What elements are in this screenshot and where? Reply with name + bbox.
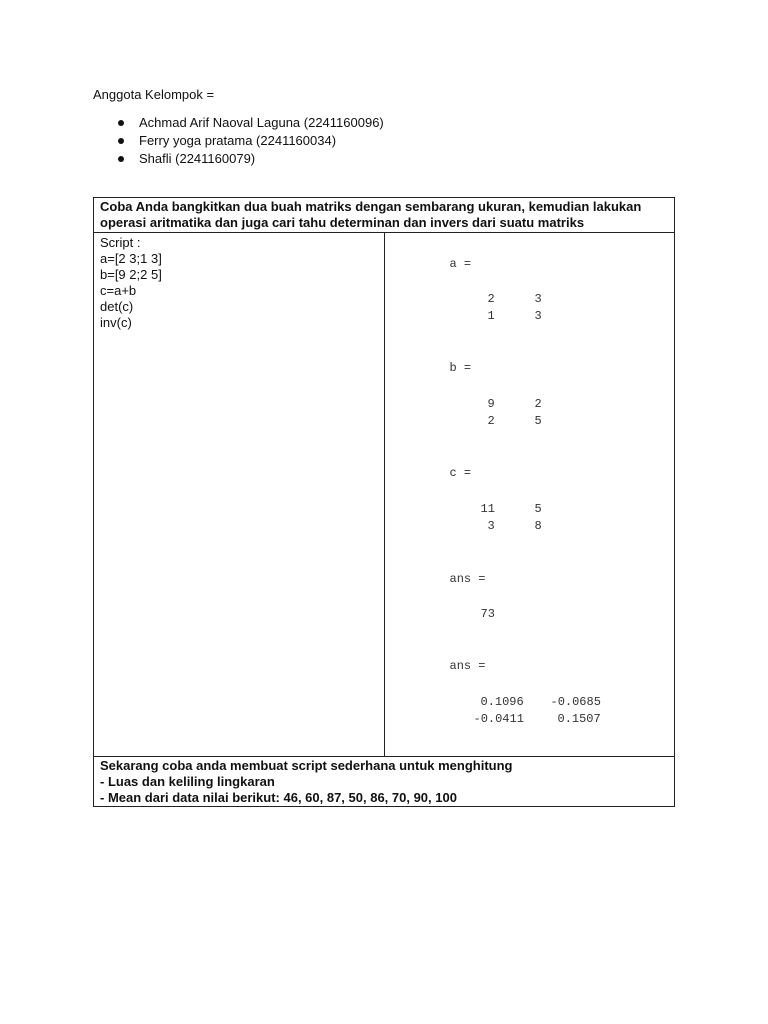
matrix-cell: 0.1507 [557, 712, 601, 726]
task1-title [94, 198, 675, 233]
output-label: b = [449, 361, 472, 375]
output-label: ans = [449, 572, 486, 586]
task2-cell [94, 757, 675, 807]
list-item [118, 132, 384, 150]
matrix-cell: 8 [534, 519, 542, 533]
task-table [93, 197, 675, 807]
matrix-cell: 0.1096 [480, 695, 524, 709]
matrix-cell: 11 [480, 502, 495, 516]
matrix-cell: 2 [487, 292, 495, 306]
matrix-cell: 5 [534, 502, 542, 516]
matrix-cell: 1 [487, 309, 495, 323]
task2-line: Sekarang coba anda membuat script sederhana untuk menghitung [100, 758, 513, 773]
script-cell [94, 233, 385, 757]
script-line: a=[2 3;1 3] [100, 251, 162, 266]
list-item [118, 114, 384, 132]
matrix-cell: 3 [487, 519, 495, 533]
output-label: c = [449, 466, 472, 480]
determinant-value: 73 [480, 607, 495, 621]
task2-line: - Mean dari data nilai berikut: 46, 60, 87, 50, 86, 70, 90, 100 [100, 790, 457, 805]
list-item [118, 150, 384, 168]
task2-line: - Luas dan keliling lingkaran [100, 774, 275, 789]
matrix-cell: 9 [487, 397, 495, 411]
matrix-cell: 2 [487, 414, 495, 428]
matrix-cell: 3 [534, 292, 542, 306]
members-heading: Anggota Kelompok = [93, 87, 215, 102]
task1-title-line: operasi aritmatika dan juga cari tahu determinan dan invers dari suatu matriks [100, 215, 585, 230]
member-name: Achmad Arif Naoval Laguna (2241160096) [139, 115, 384, 130]
script-line: Script : [100, 235, 141, 250]
matrix-cell: -0.0411 [473, 712, 524, 726]
matrix-cell: -0.0685 [550, 695, 601, 709]
script-line: c=a+b [100, 283, 137, 298]
output-label: ans = [449, 659, 486, 673]
matrix-cell: 2 [534, 397, 542, 411]
bullet-icon [118, 156, 124, 162]
task1-title-line: Coba Anda bangkitkan dua buah matriks dengan sembarang ukuran, kemudian lakukan [100, 199, 642, 214]
bullet-icon [118, 138, 124, 144]
member-list [118, 114, 384, 168]
output-label: a = [449, 257, 472, 271]
script-line: b=[9 2;2 5] [100, 267, 162, 282]
member-name: Ferry yoga pratama (2241160034) [139, 133, 337, 148]
output-cell [384, 233, 675, 757]
member-name: Shafli (2241160079) [139, 151, 256, 166]
matrix-cell: 3 [534, 309, 542, 323]
matrix-cell: 5 [534, 414, 542, 428]
bullet-icon [118, 120, 124, 126]
script-line: det(c) [100, 299, 134, 314]
script-line: inv(c) [100, 315, 132, 330]
